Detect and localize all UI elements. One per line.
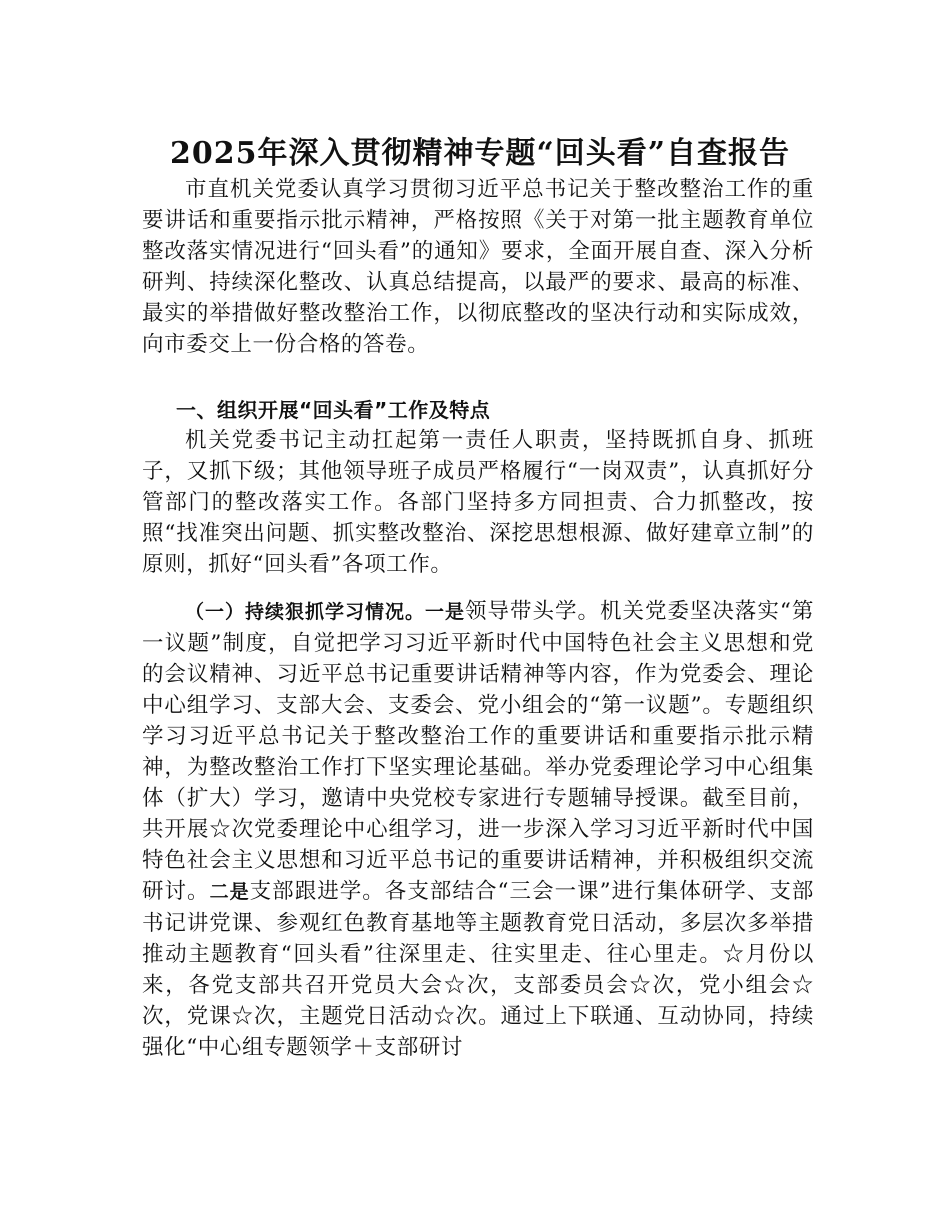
- section-1-paragraph: 机关党委书记主动扛起第一责任人职责，坚持既抓自身、抓班子，又抓下级；其他领导班子成员严格履行“一岗双责”，认真抓好分管部门的整改落实工作。各部门坚持多方同担责、合力抓整改，按照“找准突出问题、抓实整改整治、深挖思想根源、做好建章立制”的原则，抓好“回头看”各项工作。: [142, 428, 814, 577]
- section-1-heading: 一、组织开展“回头看”工作及特点: [176, 397, 491, 422]
- intro-paragraph: 市直机关党委认真学习贯彻习近平总书记关于整改整治工作的重要讲话和重要指示批示精神，严格按照《关于对第一批主题教育单位整改落实情况进行“回头看”的通知》要求，全面开展自查、深入分析研判、持续深化整改、认真总结提高，以最严的要求、最高的标准、最实的举措做好整改整治工作，以彻底整改的坚决行动和实际成效，向市委交上一份合格的答卷。: [142, 177, 814, 357]
- point-1-label: 一是: [424, 601, 465, 623]
- subsection-1-heading: （一）持续狠抓学习情况。: [185, 601, 425, 623]
- subsection-1-paragraph: [142, 596, 814, 1063]
- point-2-text: 支部跟进学。各支部结合“三会一课”进行集体研学、支部书记讲党课、参观红色教育基地等主题教育党日活动，多层次多举措推动主题教育“回头看”往深里走、往实里走、往心里走。☆月份以来，各党支部共召开党员大会☆次，支部委员会☆次，党小组会☆次，党课☆次，主题党日活动☆次。通过上下联通、互动协同，持续强化“中心组专题领学＋支部研讨: [142, 879, 814, 1060]
- document-title: 2025年深入贯彻精神专题“回头看”自查报告: [169, 136, 790, 172]
- point-1-text: 领导带头学。机关党委坚决落实“第一议题”制度，自觉把学习习近平新时代中国特色社会主义思想和党的会议精神、习近平总书记重要讲话精神等内容，作为党委会、理论中心组学习、支部大会、支委会、党小组会的“第一议题”。专题组织学习习近平总书记关于整改整治工作的重要讲话和重要指示批示精神，为整改整治工作打下坚实理论基础。举办党委理论学习中心组集体（扩大）学习，邀请中央党校专家进行专题辅导授课。截至目前，共开展☆次党委理论中心组学习，进一步深入学习习近平新时代中国特色社会主义思想和习近平总书记的重要讲话精神，并积极组织交流研讨。: [142, 599, 815, 904]
- point-2-label: 二是: [209, 881, 250, 903]
